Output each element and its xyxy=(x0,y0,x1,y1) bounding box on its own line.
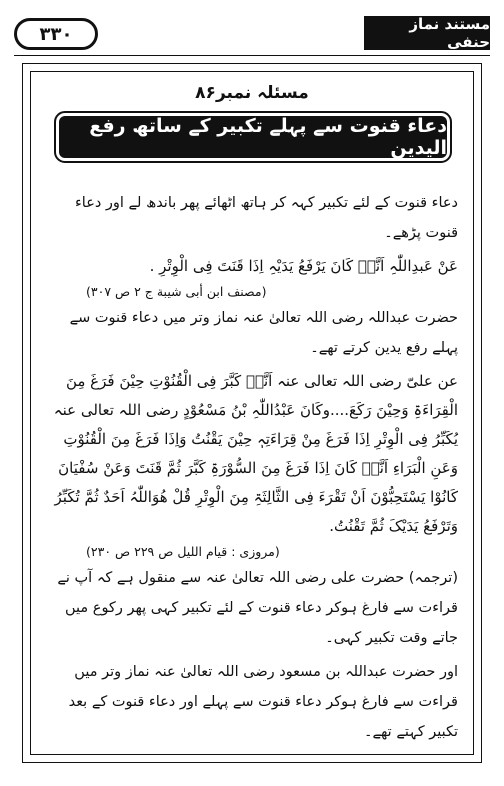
masala-number: مسئلہ نمبر۸۶ xyxy=(195,83,309,103)
book-title-banner: مستند نماز حنفی xyxy=(364,16,490,50)
translation-paragraph-1: (ترجمہ) حضرت علی رضی اللہ تعالیٰ عنہ سے منقول ہے کہ آپ نے قراءت سے فارغ ہوکر دعاء قنوت کے لئے تکبیر کہی پھر رکوع میں جاتے وقت تکبیر کہی۔ xyxy=(57,570,458,646)
hadith-reference-1: (مصنف ابن أبی شیبة ج ۲ ص ۳۰۷) xyxy=(86,284,267,299)
header-divider xyxy=(14,55,490,56)
translation-paragraph-2: اور حضرت عبداللہ بن مسعود رضی اللہ تعالیٰ عنہ نماز وتر میں قراءت سے فارغ ہوکر دعاء قنوت سے پہلے اور دعاء قنوت کے بعد تکبیر کہتے تھے۔ xyxy=(68,664,458,740)
body-text xyxy=(46,188,458,747)
hadith-reference-2: (مروزی : قیام اللیل ص ۲۲۹ ص ۲۳۰) xyxy=(86,544,280,559)
section-heading-banner: دعاء قنوت سے پہلے تکبیر کے ساتھ رفع الیدین xyxy=(59,116,447,158)
hadith-urdu-1: حضرت عبداللہ رضی اللہ تعالیٰ عنہ نماز وتر میں دعاء قنوت سے پہلے رفع یدین کرتے تھے۔ xyxy=(69,310,458,356)
intro-paragraph: دعاء قنوت کے لئے تکبیر کہہ کر ہاتھ اٹھائے پھر باندھ لے اور دعاء قنوت پڑھے۔ xyxy=(74,195,458,241)
page-number: ۳۳۰ xyxy=(14,18,98,50)
hadith-arabic-1: عَنْ عَبدِاللّٰہِ اَنَّہٗ کَانَ یَرْفَعُ یَدَیْہِ اِذَا قَنَتَ فِی الْوِتْرِ . xyxy=(149,257,458,275)
hadith-arabic-2: عن علیّ رضی اللہ تعالی عنہ اَنَّہٗ کَبَّرَ فِی الْقُنُوْتِ حِیْنَ فَرَغَ مِنَ الْقِرَاءَۃِ وَحِیْنَ رَکَعَ....وکَانَ عَبْدُاللّٰہِ بْنُ مَسْعُوْدٍ رضی اللہ تعالی عنہ یُکَبِّرُ فِی الْوِتْرِ اِذَا فَرَغَ مِنْ قِرَاءَتِہٖ حِیْنَ یَقْنُتُ وَاِذَا فَرَغَ مِنَ الْقُنُوْتِ وَعَنِ الْبَرَاءِ اَنَّہٗ کَانَ اِذَا فَرَغَ مِنَ السُّوْرَۃِ کَبَّرَ ثُمَّ قَنَتَ وَعَنْ سُفْیَانَ کَانُوْا یَسْتَحِبُّوْنَ اَنْ تَقْرَءَ فِی الثَّالِثَۃِ مِنَ الْوِتْرِ قُلْ ھُوَاللّٰہُ اَحَدٌ ثُمَّ تُکَبِّرُ وَتَرْفَعُ یَدَیْکَ ثُمَّ تَقْنُتُ. xyxy=(53,372,458,535)
